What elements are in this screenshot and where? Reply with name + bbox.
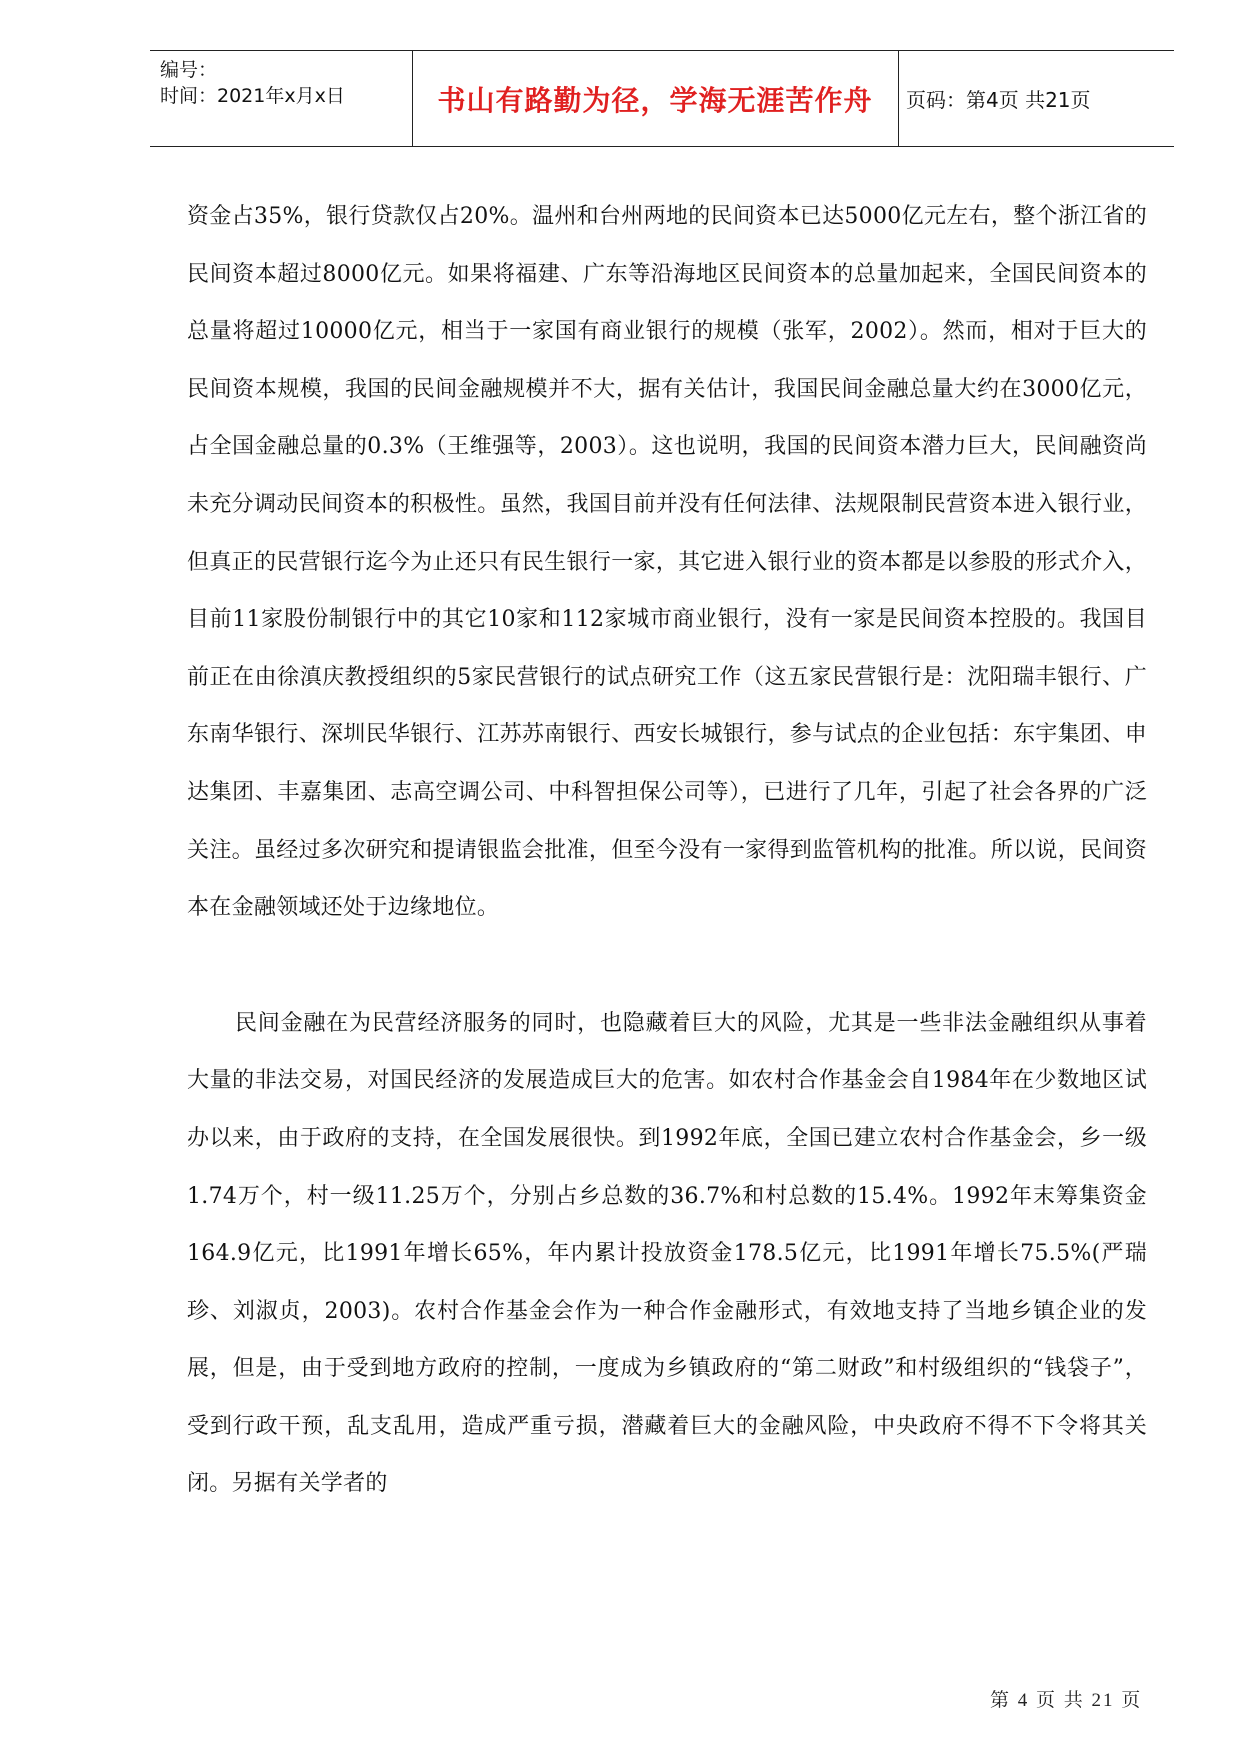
header-meta (160, 57, 345, 109)
document-number-label: 编号： (160, 59, 218, 81)
document-header (150, 50, 1174, 147)
header-page-info: 页码：第4页 共21页 (906, 88, 1091, 112)
document-body (187, 188, 1147, 1513)
page-footer: 第 4 页 共 21 页 (990, 1690, 1143, 1711)
body-paragraph: 资金占35%，银行贷款仅占20%。温州和台州两地的民间资本已达5000亿元左右，整个浙江省的民间资本超过8000亿元。如果将福建、广东等沿海地区民间资本的总量加起来，全国民间资本的总量将超过10000亿元，相当于一家国有商业银行的规模（张军，2002）。然而，相对于巨大的民间资本规模，我国的民间金融规模并不大，据有关估计，我国民间金融总量大约在3000亿元，占全国金融总量的0.3%（王维强等，2003）。这也说明，我国的民间资本潜力巨大，民间融资尚未充分调动民间资本的积极性。虽然，我国目前并没有任何法律、法规限制民营资本进入银行业，但真正的民营银行迄今为止还只有民生银行一家，其它进入银行业的资本都是以参股的形式介入，目前11家股份制银行中的其它10家和112家城市商业银行，没有一家是民间资本控股的。我国目前正在由徐滇庆教授组织的5家民营银行的试点研究工作（这五家民营银行是：沈阳瑞丰银行、广东南华银行、深圳民华银行、江苏苏南银行、西安长城银行，参与试点的企业包括：东宇集团、申达集团、丰嘉集团、志高空调公司、中科智担保公司等），已进行了几年，引起了社会各界的广泛关注。虽经过多次研究和提请银监会批准，但至今没有一家得到监管机构的批准。所以说，民间资本在金融领域还处于边缘地位。 (187, 204, 1147, 921)
header-divider (898, 51, 899, 146)
body-paragraph: 民间金融在为民营经济服务的同时，也隐藏着巨大的风险，尤其是一些非法金融组织从事着大量的非法交易，对国民经济的发展造成巨大的危害。如农村合作基金会自1984年在少数地区试办以来，由于政府的支持，在全国发展很快。到1992年底，全国已建立农村合作基金会，乡一级1.74万个，村一级11.25万个，分别占乡总数的36.7%和村总数的15.4%。1992年末筹集资金164.9亿元，比1991年增长65%，年内累计投放资金178.5亿元，比1991年增长75.5%(严瑞珍、刘淑贞，2003)。农村合作基金会作为一种合作金融形式，有效地支持了当地乡镇企业的发展，但是，由于受到地方政府的控制，一度成为乡镇政府的“第二财政”和村级组织的“钱袋子”，受到行政干预，乱支乱用，造成严重亏损，潜藏着巨大的金融风险，中央政府不得不下令将其关闭。另据有关学者的 (187, 1010, 1147, 1497)
document-time-label: 时间：2021年x月x日 (160, 85, 345, 107)
header-motto: 书山有路勤为径，学海无涯苦作舟 (437, 83, 873, 117)
